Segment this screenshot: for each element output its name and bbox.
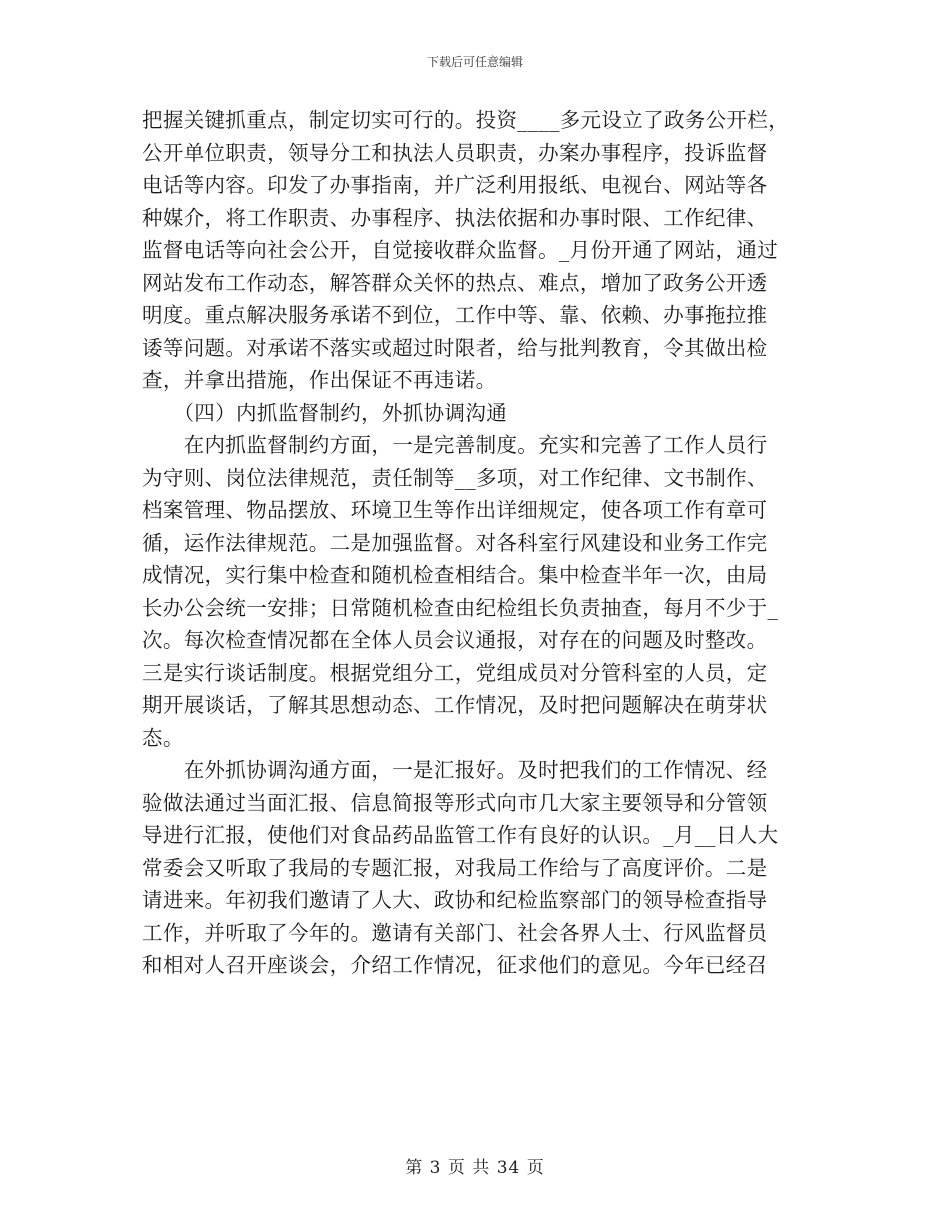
text-line: 常委会又听取了我局的专题汇报，对我局工作给与了高度评价。二是 [142, 855, 768, 880]
text-line: 三是实行谈话制度。根据党组分工，党组成员对分管科室的人员，定 [142, 660, 768, 685]
text-line: 和相对人召开座谈会，介绍工作情况，征求他们的意见。今年已经召 [142, 953, 768, 977]
text-line: 种媒介，将工作职责、办事程序、执法依据和办事时限、工作纪律、 [142, 205, 768, 230]
text-line: 档案管理、物品摆放、环境卫生等作出详细规定，使各项工作有章可 [142, 498, 768, 522]
text-line: 把握关键抓重点，制定切实可行的。投资____多元设立了政务公开栏， [142, 108, 790, 132]
text-line: 工作，并听取了今年的。邀请有关部门、社会各界人士、行风监督员 [142, 920, 768, 945]
text-line: 明度。重点解决服务承诺不到位，工作中等、靠、依赖、办事拖拉推 [142, 303, 768, 327]
text-line: 长办公会统一安排；日常随机检查由纪检组长负责抽查，每月不少于_ [142, 595, 779, 620]
text-line: 循，运作法律规范。二是加强监督。对各科室行风建设和业务工作完 [142, 530, 768, 555]
text-line: 次。每次检查情况都在全体人员会议通报，对存在的问题及时整改。 [142, 628, 768, 652]
text-line: 期开展谈话，了解其思想动态、工作情况，及时把问题解决在萌芽状 [142, 693, 768, 717]
footer-prefix: 第 [405, 1158, 424, 1178]
text-line: 为守则、岗位法律规范，责任制等__多项，对工作纪律、文书制作、 [142, 465, 768, 490]
text-line: 成情况，实行集中检查和随机检查相结合。集中检查半年一次，由局 [142, 563, 768, 587]
text-line: 诿等问题。对承诺不落实或超过时限者，给与批判教育，令其做出检 [142, 335, 768, 360]
footer-suffix: 页 [526, 1158, 545, 1178]
footer-middle: 页 共 [447, 1158, 491, 1178]
page-footer [0, 1153, 950, 1178]
text-line: 在外抓协调沟通方面，一是汇报好。及时把我们的工作情况、经 [142, 758, 768, 782]
text-line: 请进来。年初我们邀请了人大、政协和纪检监察部门的领导检查指导 [142, 888, 768, 912]
total-pages-number: 34 [496, 1158, 521, 1178]
text-line: 公开单位职责，领导分工和执法人员职责，办案办事程序，投诉监督 [142, 140, 768, 165]
page-header: 下载后可任意编辑 [426, 55, 523, 69]
current-page-number: 3 [429, 1158, 442, 1178]
text-line: 电话等内容。印发了办事指南，并广泛利用报纸、电视台、网站等各 [142, 173, 768, 197]
section-heading: （四）内抓监督制约，外抓协调沟通 [142, 400, 508, 425]
text-line: 导进行汇报，使他们对食品药品监管工作有良好的认识。_月__日人大 [142, 823, 779, 847]
text-line: 查，并拿出措施，作出保证不再违诺。 [142, 368, 497, 392]
text-line: 在内抓监督制约方面，一是完善制度。充实和完善了工作人员行 [142, 433, 768, 457]
text-line: 网站发布工作动态，解答群众关怀的热点、难点，增加了政务公开透 [142, 270, 768, 295]
text-line: 监督电话等向社会公开，自觉接收群众监督。_月份开通了网站，通过 [142, 238, 779, 262]
text-line: 验做法通过当面汇报、信息简报等形式向市几大家主要领导和分管领 [142, 790, 768, 815]
document-body [142, 104, 810, 982]
text-line: 态。 [142, 725, 184, 750]
